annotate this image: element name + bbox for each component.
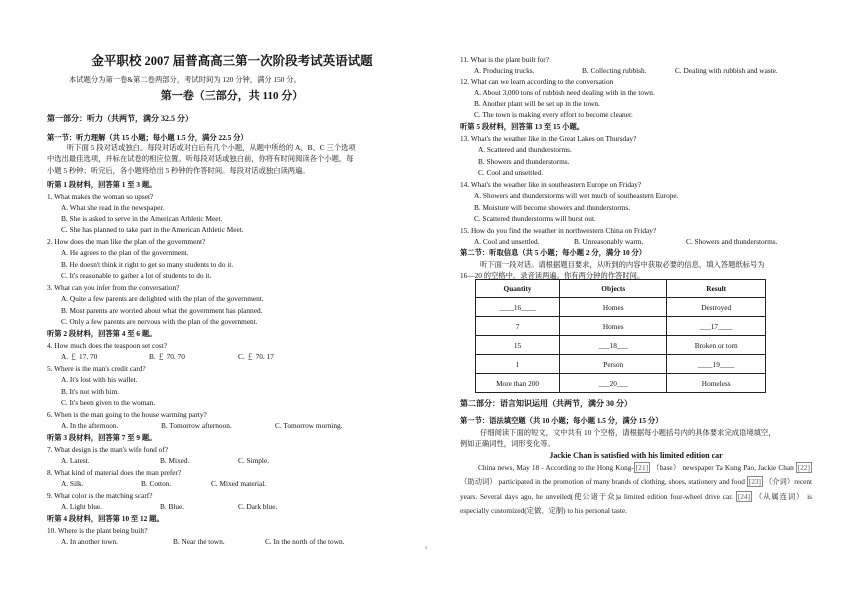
question-4: 4. How much does the teaspoon set cost? [47, 341, 167, 350]
question-7: 7. What design is the man's wife fond of? [47, 445, 168, 454]
table-cell: ____16____ [476, 298, 560, 317]
volume-title: 第一卷（三部分，共 110 分） [160, 90, 304, 102]
hint-24: （从属连词） [754, 491, 805, 501]
table-cell: ___18___ [560, 336, 667, 355]
passage-segment: is especially customized(定做、定制) to his personal taste. [460, 491, 812, 515]
hint-21: （base） [652, 463, 681, 472]
table-cell: Homeless [667, 374, 766, 393]
question-14: 14. What's the weather like in southeastern Europe on Friday? [460, 180, 642, 189]
question-3: 3. What can you infer from the conversation? [47, 283, 180, 292]
table-cell: Person [560, 355, 667, 374]
sec1-instr-3: 小题 5 秒钟；听完后，各小题将给出 5 秒钟的作答时间。每段对话或独白读两遍。 [47, 166, 310, 175]
material-3-heading: 听第 3 段材料，回答第 7 至 9 题。 [47, 433, 157, 442]
passage-segment: recent years. Several days ago, he unveiled(使公诸于众)a limited edition four-wheel drive car. [460, 477, 813, 501]
q2-option-c: C. It's reasonable to gather a lot of students to do it. [61, 271, 212, 280]
q9-option-a: A. Light blue. [61, 502, 102, 511]
exam-intro: 本试题分为第一卷&第二卷两部分，考试时间为 120 分钟，满分 150 分。 [69, 75, 301, 84]
q1-option-b: B. She is asked to serve in the American Athletic Meet. [61, 214, 223, 223]
question-10: 10. Where is the plant being built? [47, 526, 148, 535]
table-cell: 7 [476, 317, 560, 336]
q10-option-a: A. In another town. [61, 537, 118, 546]
table-row [476, 355, 766, 374]
q11-option-c: C. Dealing with rubbish and waste. [675, 66, 778, 75]
q12-option-c: C. The town is making every effort to become cleaner. [474, 110, 633, 119]
question-13: 13. What's the weather like in the Great Lakes on Thursday? [460, 134, 637, 143]
question-11: 11. What is the plant built for? [460, 55, 549, 64]
material-2-heading: 听第 2 段材料，回答第 4 至 6 题。 [47, 329, 157, 338]
q8-option-c: C. Mixed material. [211, 479, 267, 488]
sec1-heading: 第一节：听力理解（共 15 小题；每小题 1.5 分，满分 22.5 分） [47, 133, 248, 142]
q10-option-c: C. In the north of the town. [265, 537, 345, 546]
q3-option-a: A. Quite a few parents are delighted with the plan of the government. [61, 294, 264, 303]
table-header: Result [667, 280, 766, 298]
q1-option-a: A. What she read in the newspaper. [61, 203, 165, 212]
blank-22[interactable]: [22] [797, 463, 810, 472]
part1-heading: 第一部分：听力（共两节，满分 32.5 分） [47, 114, 193, 123]
question-5: 5. Where is the man's credit card? [47, 364, 146, 373]
q5-option-a: A. It's lost with his wallet. [61, 375, 138, 384]
question-6: 6. When is the man going to the house warming party? [47, 410, 207, 419]
page-number: 1 [425, 545, 427, 550]
q14-option-b: B. Moisture will become showers and thunderstorms. [474, 203, 631, 212]
q15-option-a: A. Cool and unsettled. [474, 237, 540, 246]
question-12: 12. What can we learn according to the conversation [460, 77, 614, 86]
q5-option-b: B. It's not with him. [61, 387, 120, 396]
part2-heading: 第二部分：语言知识运用（共两节，满分 30 分） [460, 399, 632, 408]
material-1-heading: 听第 1 段材料，回答第 1 至 3 题。 [47, 180, 157, 189]
q13-option-a: A. Scattered and thunderstorms. [478, 145, 572, 154]
q10-option-b: B. Near the town. [173, 537, 225, 546]
sec2-heading: 第二节：听取信息（共 5 小题；每小题 2 分，满分 10 分） [460, 248, 647, 257]
q7-option-a: A. Latest. [61, 456, 90, 465]
table-cell: Destroyed [667, 298, 766, 317]
q1-option-c: C. She has planned to take part in the American Athletic Meet. [61, 225, 244, 234]
table-header-row [476, 280, 766, 298]
sec2-1-instr-2: 例如正确词性，词形变化等。 [460, 439, 555, 448]
q3-option-b: B. Most parents are worried about what the government has planned. [61, 306, 263, 315]
q8-option-b: B. Cotton. [141, 479, 172, 488]
question-15: 15. How do you find the weather in northwestern China on Friday? [460, 226, 657, 235]
sec2-1-instr-1: 仔细阅读下面的短文，文中共有 10 个空格，请根据每小题括号内的具体要求完成语境填空， [480, 428, 776, 437]
blank-24[interactable]: [24] [737, 491, 751, 501]
table-row [476, 336, 766, 355]
sec1-instr-1: 听下面 5 段对话或独白。每段对话或对白后有几个小题，从题中所给的 A、B、C 三个选项 [67, 143, 356, 152]
question-2: 2. How does the man like the plan of the government? [47, 237, 206, 246]
sec2-instr-2: 16—20 的空格中。录音读两遍。你有两分钟的作答时间。 [460, 271, 645, 280]
q14-option-c: C. Scattered thunderstorms will burst out. [474, 214, 596, 223]
q5-option-c: C. It's been given to the woman. [61, 398, 156, 407]
q13-option-b: B. Showers and thunderstorms. [478, 157, 570, 166]
q3-option-c: C. Only a few parents are nervous with the plan of the government. [61, 317, 258, 326]
sec2-1-heading: 第一节：语法填空题（共 10 小题；每小题 1.5 分，满分 15 分） [460, 416, 663, 425]
q11-option-a: A. Producing trucks. [474, 66, 535, 75]
table-row [476, 374, 766, 393]
table-cell: 1 [476, 355, 560, 374]
table-cell: Broken or torn [667, 336, 766, 355]
q6-option-a: A. In the afternoon. [61, 421, 119, 430]
q7-option-c: C. Simple. [238, 456, 270, 465]
question-1: 1. What makes the woman so upset? [47, 192, 154, 201]
q4-option-b: B. ￡ 70. 70 [149, 352, 185, 361]
sec1-instr-2: 中选出最佳选项，并标在试卷的相应位置。听每段对话或独白前，你将有时间阅读各个小题，每 [47, 154, 354, 163]
material-4-heading: 听第 4 段材料，回答第 10 至 12 题。 [47, 514, 164, 523]
question-9: 9. What color is the matching scarf? [47, 491, 153, 500]
table-row [476, 298, 766, 317]
table-row [476, 317, 766, 336]
material-5-heading: 听第 5 段材料，回答第 13 至 15 小题。 [460, 122, 585, 131]
hint-23: （介词） [764, 477, 795, 487]
table-cell: Homes [560, 317, 667, 336]
hint-22: （助动词） [460, 477, 497, 487]
table-header: Objects [560, 280, 667, 298]
table-cell: ___20___ [560, 374, 667, 393]
q9-option-c: C. Dark blue. [238, 502, 278, 511]
passage-text [460, 461, 812, 518]
q15-option-b: B. Unreasonably warm. [574, 237, 644, 246]
q11-option-b: B. Collecting rubbish. [582, 66, 647, 75]
q14-option-a: A. Showers and thunderstorms will wet much of southeastern Europe. [474, 191, 679, 200]
q15-option-c: C. Showers and thunderstorms. [686, 237, 778, 246]
table-cell: 15 [476, 336, 560, 355]
blank-21[interactable]: [21] [635, 463, 649, 472]
info-table [475, 279, 766, 393]
passage-segment: China news, May 18 - According to the Hong Kong- [478, 463, 634, 472]
table-cell: More than 200 [476, 374, 560, 393]
question-8: 8. What kind of material does the man prefer? [47, 468, 182, 477]
table-cell: Homes [560, 298, 667, 317]
q6-option-c: C. Tomorrow morning. [275, 421, 343, 430]
sec2-instr-1: 听下面一段对话。请根据题目要求，从听到的内容中获取必要的信息，填入答题纸标号为 [480, 260, 765, 269]
q13-option-c: C. Cool and unsettled. [478, 168, 544, 177]
q6-option-b: B. Tomorrow afternoon. [161, 421, 232, 430]
q4-option-a: A. ￡ 17. 70 [61, 352, 98, 361]
q2-option-b: B. He doesn't think it right to get so many students to do it. [61, 260, 234, 269]
exam-title: 金平职校 2007 届普高高三第一次阶段考试英语试题 [91, 54, 373, 68]
q8-option-a: A. Silk. [61, 479, 84, 488]
q7-option-b: B. Mixed. [160, 456, 190, 465]
blank-23[interactable]: [23] [748, 477, 761, 487]
passage-segment: newspaper Ta Kung Pao, Jackie Chan [682, 463, 794, 472]
q4-option-c: C. ￡ 70. 17 [238, 352, 274, 361]
table-header: Quantity [476, 280, 560, 298]
passage-title: Jackie Chan is satisfied with his limited edition car [549, 451, 723, 460]
q12-option-b: B. Another plant will be set up in the town. [474, 99, 600, 108]
q9-option-b: B. Blue. [160, 502, 185, 511]
q12-option-a: A. About 3,000 tons of rubbish need dealing with in the town. [474, 88, 655, 97]
passage-segment: participated in the promotion of many brands of clothing, shoes, stationery and food [498, 477, 745, 487]
q2-option-a: A. He agrees to the plan of the government. [61, 248, 189, 257]
table-cell: ____19____ [667, 355, 766, 374]
table-cell: ___17____ [667, 317, 766, 336]
